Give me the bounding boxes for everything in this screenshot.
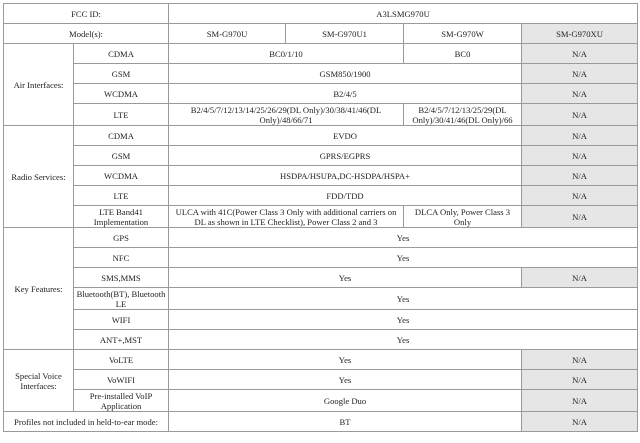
air-wcdma-label: WCDMA	[74, 84, 169, 104]
feature-ant-mst-row	[4, 330, 638, 350]
feature-sms-mms-row	[4, 268, 638, 288]
radio-gsm-value: GPRS/EGPRS	[169, 146, 522, 166]
feature-gps-label: GPS	[74, 228, 169, 248]
radio-cdma-value: EVDO	[169, 126, 522, 146]
air-cdma-w: BC0	[404, 44, 522, 64]
radio-cdma-row	[4, 126, 638, 146]
profiles-value: BT	[169, 412, 522, 432]
air-gsm-row	[4, 64, 638, 84]
voice-vowifi-value: Yes	[169, 370, 522, 390]
feature-wifi-value: Yes	[169, 310, 638, 330]
air-gsm-value: GSM850/1900	[169, 64, 522, 84]
radio-lte-band41-xu: N/A	[522, 206, 638, 228]
profiles-label: Profiles not included in held-to-ear mode:	[4, 412, 169, 432]
voice-vowifi-row	[4, 370, 638, 390]
air-cdma-label: CDMA	[74, 44, 169, 64]
air-wcdma-xu: N/A	[522, 84, 638, 104]
voice-voip-row	[4, 390, 638, 412]
air-cdma-row	[4, 44, 638, 64]
air-wcdma-value: B2/4/5	[169, 84, 522, 104]
feature-gps-row	[4, 228, 638, 248]
radio-lte-xu: N/A	[522, 186, 638, 206]
radio-lte-label: LTE	[74, 186, 169, 206]
feature-ant-mst-value: Yes	[169, 330, 638, 350]
air-interfaces-category: Air Interfaces:	[4, 44, 74, 126]
feature-nfc-value: Yes	[169, 248, 638, 268]
radio-gsm-row	[4, 146, 638, 166]
model-sm-g970u: SM-G970U	[169, 24, 286, 44]
radio-gsm-label: GSM	[74, 146, 169, 166]
fcc-spec-table-container	[3, 3, 638, 432]
feature-nfc-row	[4, 248, 638, 268]
radio-lte-band41-u-u1: ULCA with 41C(Power Class 3 Only with additional carriers on DL as shown in LTE Checklist), Power Class 2 and 3	[169, 206, 404, 228]
feature-sms-mms-xu: N/A	[522, 268, 638, 288]
radio-wcdma-row	[4, 166, 638, 186]
radio-gsm-xu: N/A	[522, 146, 638, 166]
air-lte-label: LTE	[74, 104, 169, 126]
voice-volte-row	[4, 350, 638, 370]
special-voice-category: Special Voice Interfaces:	[4, 350, 74, 412]
air-lte-u-u1: B2/4/5/7/12/13/14/25/26/29(DL Only)/30/38/41/46(DL Only)/48/66/71	[169, 104, 404, 126]
voice-volte-label: VoLTE	[74, 350, 169, 370]
voice-volte-xu: N/A	[522, 350, 638, 370]
air-wcdma-row	[4, 84, 638, 104]
fcc-spec-table	[3, 3, 638, 432]
radio-lte-band41-label: LTE Band41 Implementation	[74, 206, 169, 228]
fcc-id-row	[4, 4, 638, 24]
air-lte-xu: N/A	[522, 104, 638, 126]
air-gsm-xu: N/A	[522, 64, 638, 84]
feature-wifi-label: WIFI	[74, 310, 169, 330]
radio-services-category: Radio Services:	[4, 126, 74, 228]
feature-sms-mms-value: Yes	[169, 268, 522, 288]
air-lte-row	[4, 104, 638, 126]
voice-voip-value: Google Duo	[169, 390, 522, 412]
model-sm-g970w: SM-G970W	[404, 24, 522, 44]
air-lte-w: B2/4/5/7/12/13/25/29(DL Only)/30/41/46(DL Only)/66	[404, 104, 522, 126]
key-features-category: Key Features:	[4, 228, 74, 350]
feature-ant-mst-label: ANT+,MST	[74, 330, 169, 350]
models-row	[4, 24, 638, 44]
voice-volte-value: Yes	[169, 350, 522, 370]
radio-lte-value: FDD/TDD	[169, 186, 522, 206]
radio-wcdma-xu: N/A	[522, 166, 638, 186]
radio-cdma-label: CDMA	[74, 126, 169, 146]
voice-vowifi-xu: N/A	[522, 370, 638, 390]
model-sm-g970xu: SM-G970XU	[522, 24, 638, 44]
feature-bluetooth-label: Bluetooth(BT), Bluetooth LE	[74, 288, 169, 310]
voice-vowifi-label: VoWIFI	[74, 370, 169, 390]
fcc-id-value: A3LSMG970U	[169, 4, 638, 24]
radio-lte-band41-w: DLCA Only, Power Class 3 Only	[404, 206, 522, 228]
radio-cdma-xu: N/A	[522, 126, 638, 146]
air-cdma-xu: N/A	[522, 44, 638, 64]
radio-lte-row	[4, 186, 638, 206]
feature-wifi-row	[4, 310, 638, 330]
feature-sms-mms-label: SMS,MMS	[74, 268, 169, 288]
profiles-row	[4, 412, 638, 432]
feature-nfc-label: NFC	[74, 248, 169, 268]
profiles-xu: N/A	[522, 412, 638, 432]
models-label: Model(s):	[4, 24, 169, 44]
model-sm-g970u1: SM-G970U1	[286, 24, 404, 44]
air-cdma-u-u1: BC0/1/10	[169, 44, 404, 64]
feature-bluetooth-value: Yes	[169, 288, 638, 310]
feature-bluetooth-row	[4, 288, 638, 310]
radio-wcdma-value: HSDPA/HSUPA,DC-HSDPA/HSPA+	[169, 166, 522, 186]
radio-wcdma-label: WCDMA	[74, 166, 169, 186]
feature-gps-value: Yes	[169, 228, 638, 248]
voice-voip-label: Pre-installed VoIP Application	[74, 390, 169, 412]
air-gsm-label: GSM	[74, 64, 169, 84]
voice-voip-xu: N/A	[522, 390, 638, 412]
fcc-id-label: FCC ID:	[4, 4, 169, 24]
radio-lte-band41-row	[4, 206, 638, 228]
